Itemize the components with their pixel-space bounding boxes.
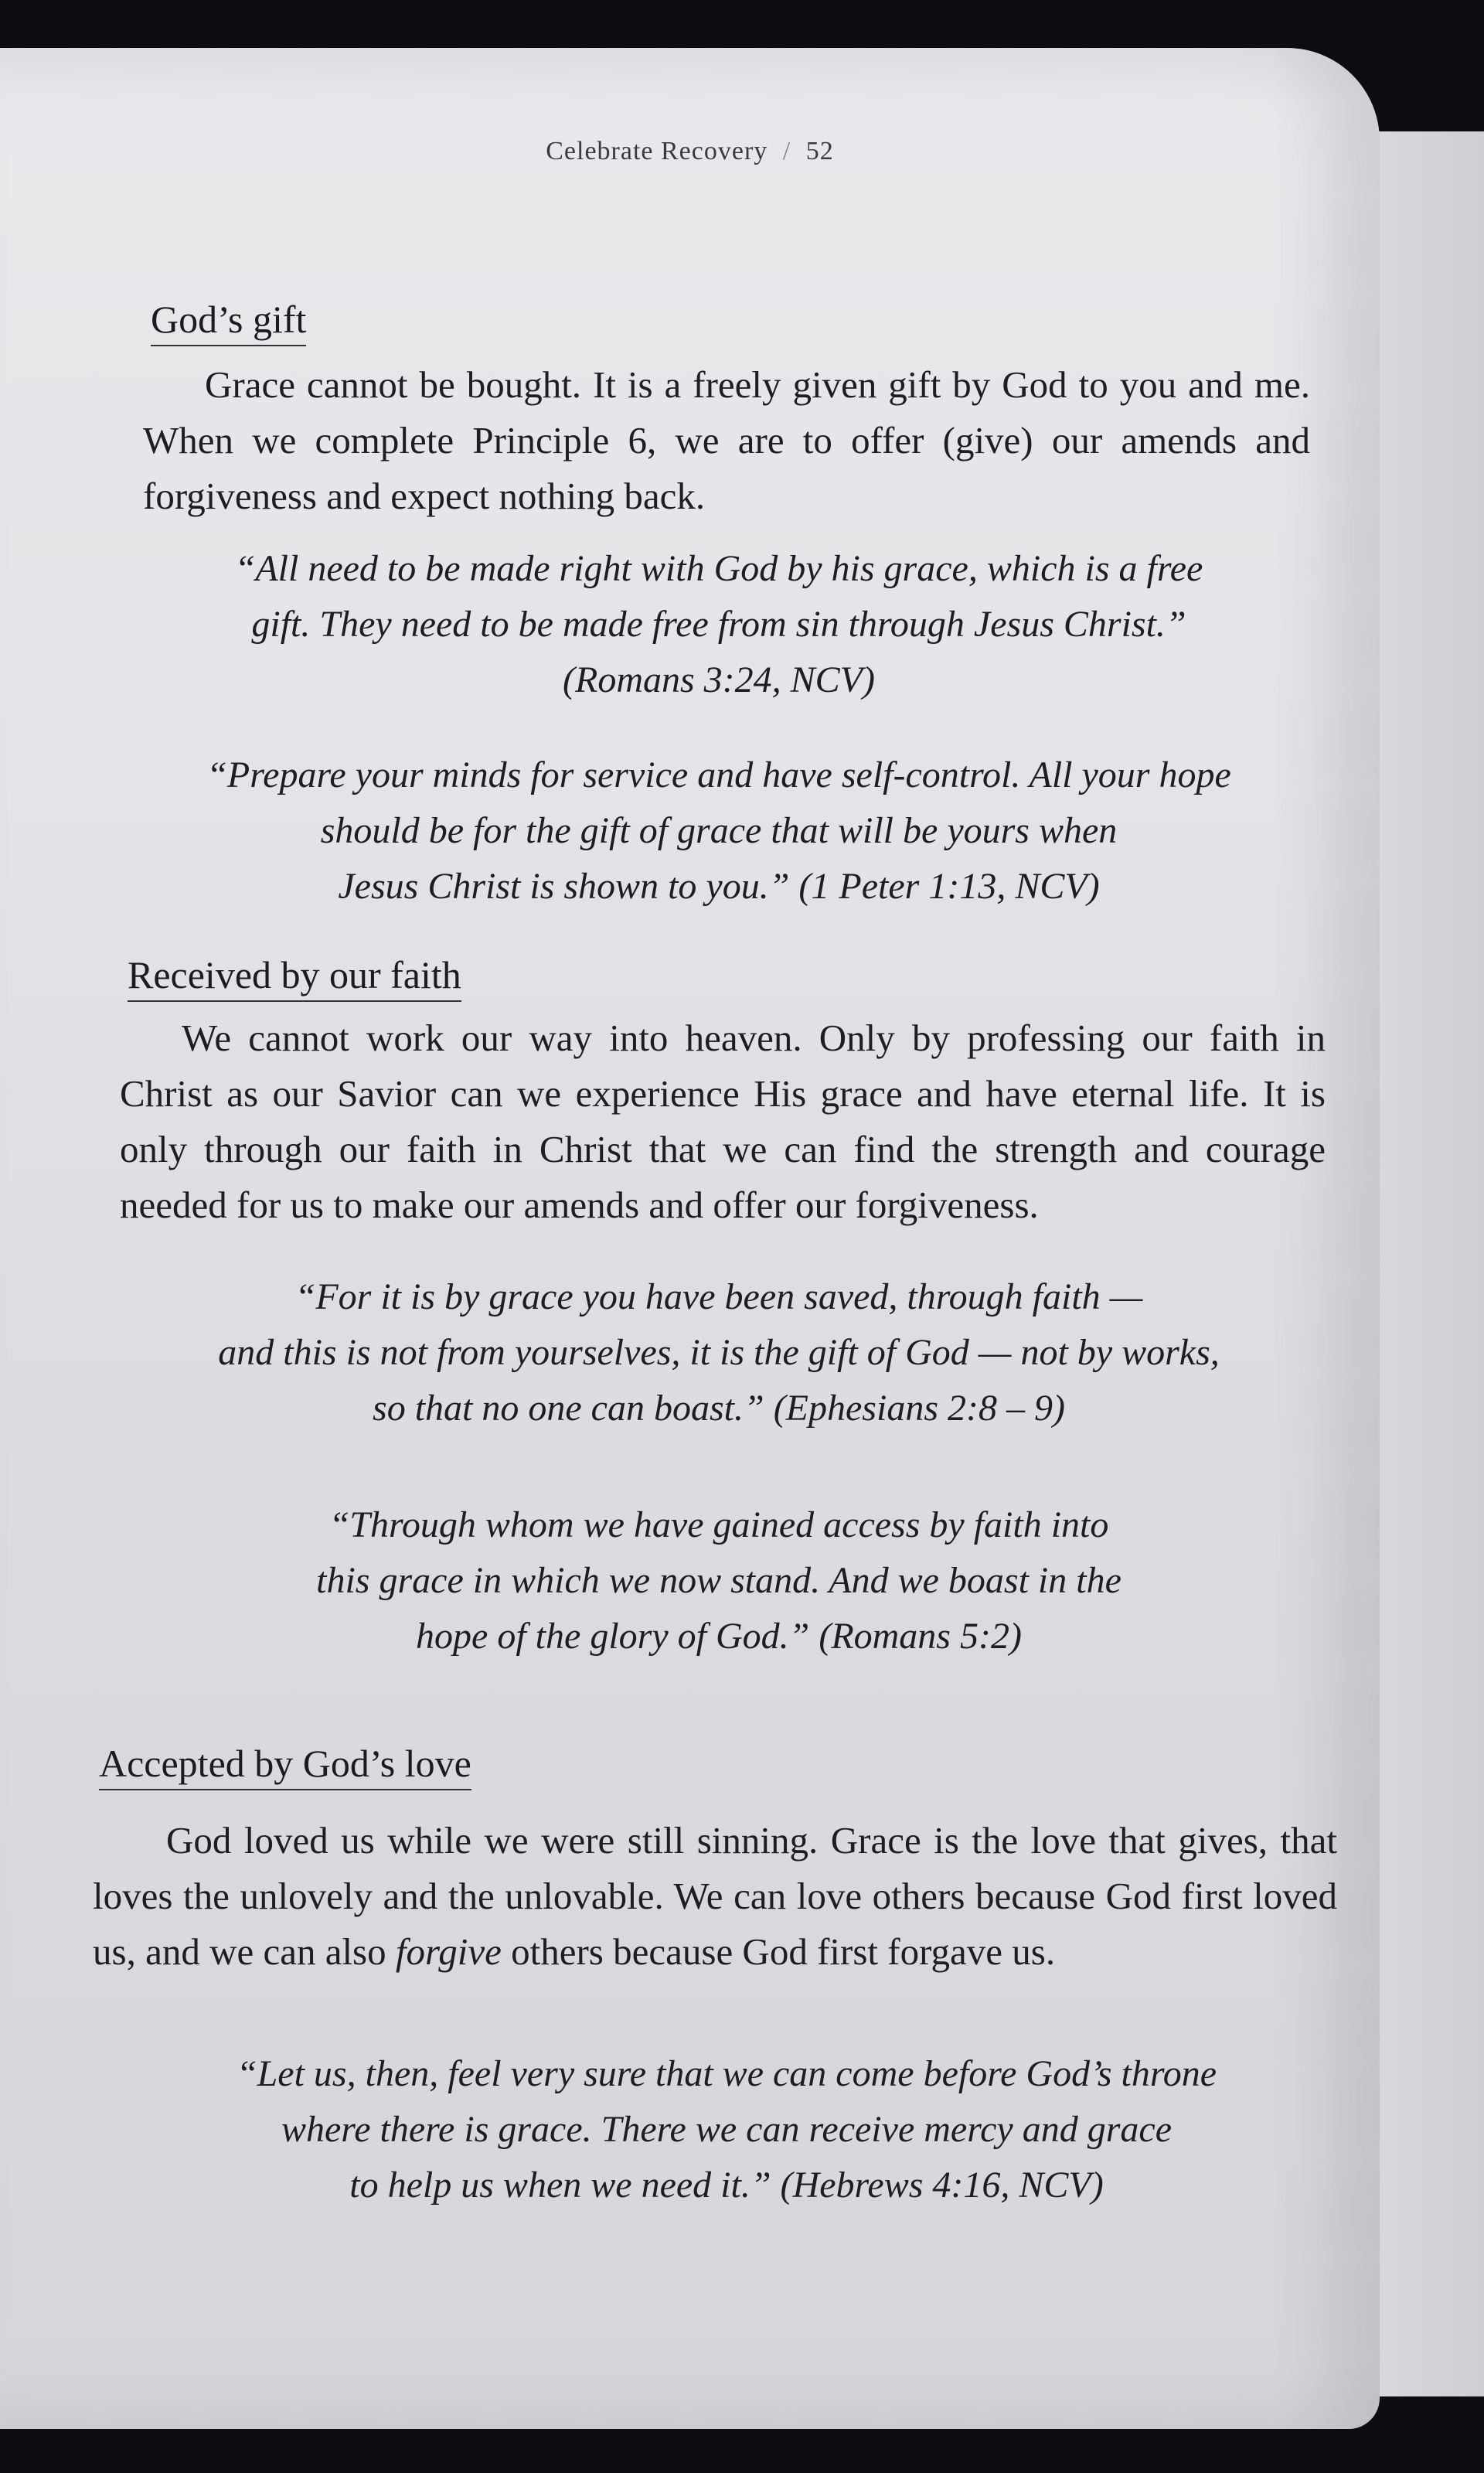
paragraph-accepted-by-love — [93, 1813, 1337, 1980]
quote-line: hope of the glory of God.” (Romans 5:2) — [416, 1616, 1022, 1657]
paragraph-line: forgiveness and expect nothing back. — [143, 475, 706, 517]
section-title-accepted-by-love: Accepted by God’s love — [99, 1741, 471, 1790]
quote-line: gift. They need to be made free from sin through Jesus Christ.” — [251, 604, 1186, 645]
running-header — [0, 137, 1380, 166]
quote-reference: (Romans 3:24, NCV) — [563, 659, 875, 700]
paragraph-gods-gift — [143, 357, 1310, 524]
paragraph-line: Christ as our Savior can we experience His grace and have eternal life. It is — [120, 1072, 1326, 1115]
paragraph-line: others because God first forgave us. — [511, 1930, 1056, 1973]
paragraph-line: God loved us while we were still sinning. Grace is the love that gives, — [166, 1819, 1268, 1862]
quote-line: and this is not from yourselves, it is the gift of God — not by works, — [218, 1332, 1220, 1373]
paragraph-line: first loved us, and we can also — [93, 1875, 1338, 1973]
paragraph-line: only through our faith in Christ that we can find the strength and courage — [120, 1128, 1326, 1170]
quote-line: this grace in which we now stand. And we boast in the — [316, 1560, 1122, 1601]
emphasized-word: forgive — [395, 1930, 502, 1973]
scripture-quote-romans-3-24 — [178, 541, 1260, 708]
book-page — [0, 48, 1380, 2429]
quote-line: to help us when we need it.” (Hebrews 4:16, NCV) — [349, 2165, 1104, 2206]
paragraph-line: We cannot work our way into heaven. Only by professing our faith in — [182, 1017, 1326, 1059]
quote-line: Jesus Christ is shown to you.” (1 Peter 1:13, NCV) — [338, 866, 1100, 907]
section-title-received-by-faith: Received by our faith — [128, 952, 461, 1002]
page-number: 52 — [805, 137, 834, 165]
quote-line: “Through whom we have gained access by faith into — [328, 1504, 1109, 1545]
quote-line: “Let us, then, feel very sure that we can come before God’s throne — [236, 2053, 1217, 2094]
scripture-quote-ephesians-2-8 — [155, 1269, 1283, 1436]
section-title-gods-gift: God’s gift — [151, 297, 306, 346]
quote-line: “All need to be made right with God by his grace, which is a free — [234, 548, 1203, 589]
paragraph-line: that loves the unlovely and the unlovable. We can love others because God — [93, 1819, 1338, 1917]
paragraph-line: needed for us to make our amends and offer our forgiveness. — [120, 1184, 1039, 1226]
quote-line: “Prepare your minds for service and have self-control. All your hope — [206, 755, 1231, 795]
header-separator: / — [782, 137, 791, 165]
paragraph-line: me. When we complete Principle 6, we are to offer (give) our amends and — [143, 363, 1311, 462]
paragraph-line: Grace cannot be bought. It is a freely given gift by God to you and — [205, 363, 1243, 406]
scripture-quote-romans-5-2 — [178, 1497, 1260, 1664]
quote-line: so that no one can boast.” (Ephesians 2:8 – 9) — [373, 1388, 1065, 1429]
quote-line: “For it is by grace you have been saved, through faith — — [294, 1276, 1143, 1317]
quote-line: where there is grace. There we can receive mercy and grace — [281, 2109, 1173, 2150]
scripture-quote-1-peter-1-13 — [178, 748, 1260, 915]
paragraph-received-by-faith — [120, 1010, 1326, 1233]
quote-line: should be for the gift of grace that will be yours when — [320, 810, 1118, 851]
book-title: Celebrate Recovery — [546, 137, 768, 165]
scripture-quote-hebrews-4-16 — [155, 2046, 1298, 2213]
